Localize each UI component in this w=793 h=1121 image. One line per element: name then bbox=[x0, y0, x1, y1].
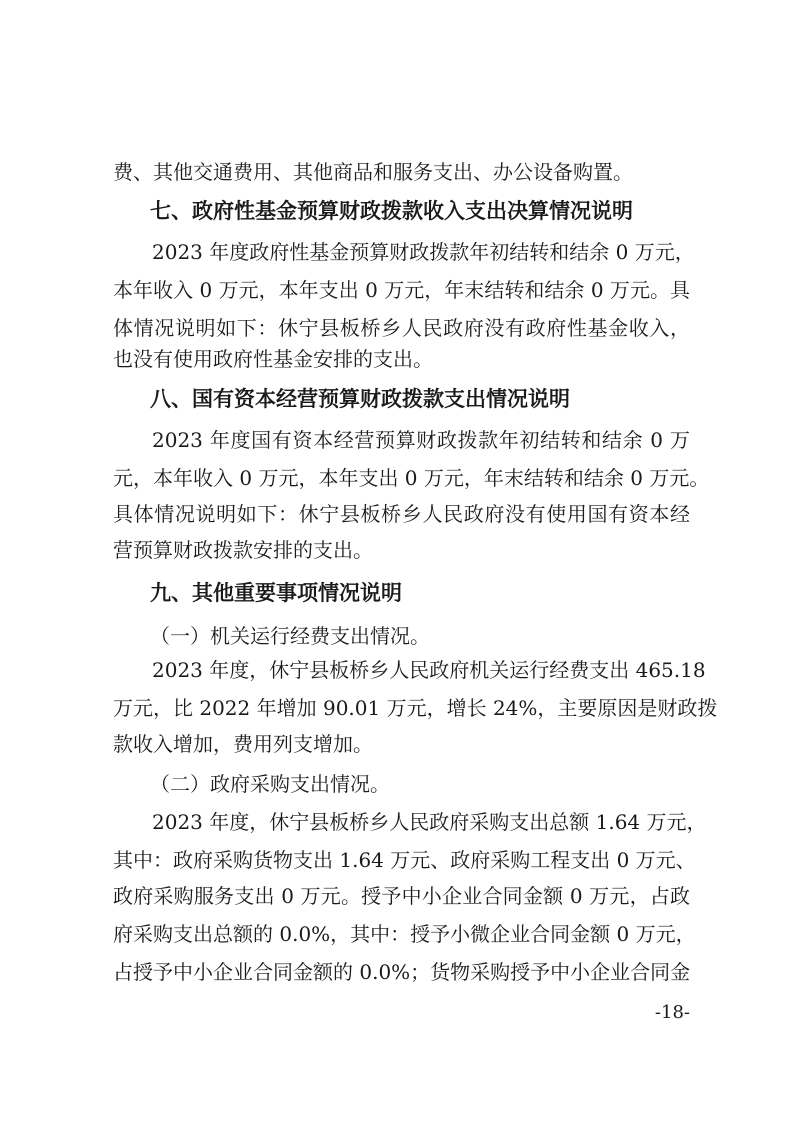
subsection-heading-2: （二）政府采购支出情况。 bbox=[150, 772, 390, 796]
body-line: 具体情况说明如下：休宁县板桥乡人民政府没有使用国有资本经 bbox=[113, 502, 690, 526]
body-line: 2023 年度政府性基金预算财政拨款年初结转和结余 0 万元， bbox=[152, 240, 695, 264]
body-line: 占授予中小企业合同金额的 0.0%；货物采购授予中小企业合同金 bbox=[113, 960, 691, 984]
page-number: -18- bbox=[654, 1002, 690, 1023]
body-line: 本年收入 0 万元，本年支出 0 万元，年末结转和结余 0 万元。具 bbox=[113, 278, 690, 302]
section-heading-9: 九、其他重要事项情况说明 bbox=[150, 581, 402, 605]
body-line: 2023 年度国有资本经营预算财政拨款年初结转和结余 0 万 bbox=[152, 428, 690, 452]
body-line: 费、其他交通费用、其他商品和服务支出、办公设备购置。 bbox=[113, 160, 633, 184]
body-line: 府采购支出总额的 0.0%，其中：授予小微企业合同金额 0 万元， bbox=[113, 922, 696, 946]
section-heading-8: 八、国有资本经营预算财政拨款支出情况说明 bbox=[150, 387, 570, 411]
body-line: 政府采购服务支出 0 万元。授予中小企业合同金额 0 万元，占政 bbox=[113, 884, 690, 908]
body-line: 款收入增加，费用列支增加。 bbox=[113, 732, 373, 756]
body-line: 其中：政府采购货物支出 1.64 万元、政府采购工程支出 0 万元、 bbox=[113, 848, 696, 872]
body-line: 营预算财政拨款安排的支出。 bbox=[113, 538, 373, 562]
section-heading-7: 七、政府性基金预算财政拨款收入支出决算情况说明 bbox=[150, 199, 633, 223]
body-line: 2023 年度，休宁县板桥乡人民政府机关运行经费支出 465.18 bbox=[152, 658, 706, 682]
body-line: 万元，比 2022 年增加 90.01 万元，增长 24%，主要原因是财政拨 bbox=[113, 696, 718, 720]
body-line: 也没有使用政府性基金安排的支出。 bbox=[113, 347, 433, 371]
body-line: 体情况说明如下：休宁县板桥乡人民政府没有政府性基金收入， bbox=[113, 316, 690, 340]
body-line: 2023 年度，休宁县板桥乡人民政府采购支出总额 1.64 万元， bbox=[152, 810, 707, 834]
subsection-heading-1: （一）机关运行经费支出情况。 bbox=[150, 624, 430, 648]
body-line: 元，本年收入 0 万元，本年支出 0 万元，年末结转和结余 0 万元。 bbox=[113, 466, 710, 490]
